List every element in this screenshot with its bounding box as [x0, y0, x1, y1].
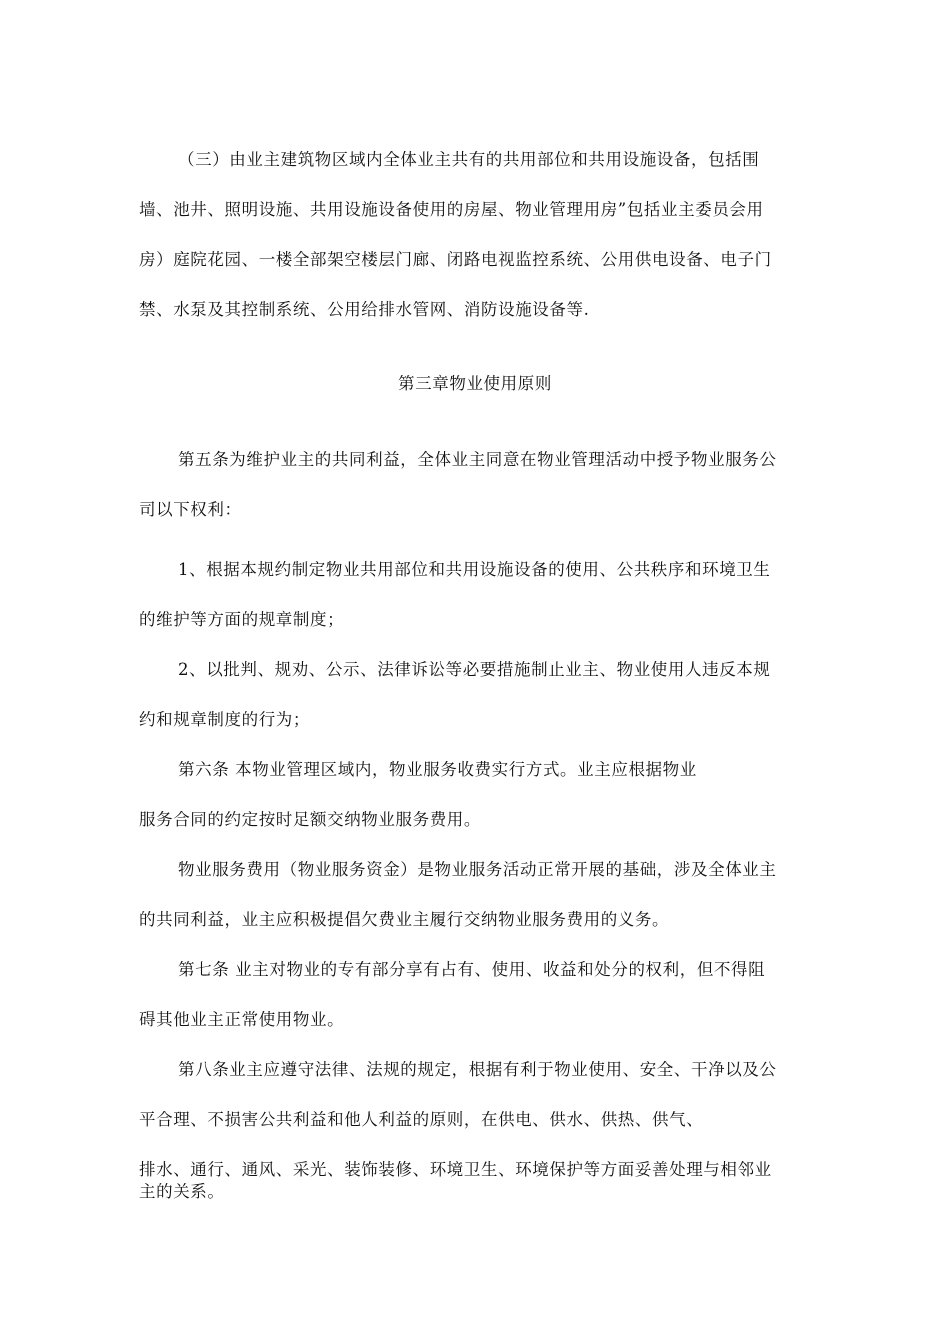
paragraph-line: 平合理、不损害公共利益和他人利益的原则，在供电、供水、供热、供气、 [139, 1110, 704, 1129]
paragraph-line: 第七条 业主对物业的专有部分享有占有、使用、收益和处分的权利，但不得阻 [178, 960, 766, 979]
paragraph-line: （三）由业主建筑物区域内全体业主共有的共用部位和共用设施设备，包括围 [178, 150, 760, 169]
paragraph-line: 第八条业主应遵守法律、法规的规定，根据有利于物业使用、安全、干净以及公 [178, 1060, 777, 1079]
paragraph-line: 的维护等方面的规章制度； [139, 610, 345, 629]
paragraph-line: 禁、水泵及其控制系统、公用给排水管网、消防设施设备等. [139, 300, 590, 319]
paragraph-line: 2、以批判、规劝、公示、法律诉讼等必要措施制止业主、物业使用人违反本规 [178, 660, 771, 679]
paragraph-line: 第六条 本物业管理区域内，物业服务收费实行方式。业主应根据物业 [178, 760, 697, 779]
paragraph-line: 1、根据本规约制定物业共用部位和共用设施设备的使用、公共秩序和环境卫生 [178, 560, 771, 579]
chapter-title: 第三章物业使用原则 [398, 374, 552, 393]
paragraph-line: 服务合同的约定按时足额交纳物业服务费用。 [139, 810, 481, 829]
paragraph-line: 的共同利益，业主应积极提倡欠费业主履行交纳物业服务费用的义务。 [139, 910, 670, 929]
paragraph-line: 司以下权利： [139, 500, 242, 519]
paragraph-line: 第五条为维护业主的共同利益，全体业主同意在物业管理活动中授予物业服务公 [178, 450, 777, 469]
paragraph-line: 墙、池井、照明设施、共用设施设备使用的房屋、物业管理用房”包括业主委员会用 [139, 200, 764, 219]
paragraph-line: 物业服务费用（物业服务资金）是物业服务活动正常开展的基础，涉及全体业主 [178, 860, 777, 879]
paragraph-line: 房）庭院花园、一楼全部架空楼层门廊、闭路电视监控系统、公用供电设备、电子门 [139, 250, 772, 269]
paragraph-line: 主的关系。 [139, 1182, 225, 1201]
paragraph-line: 碍其他业主正常使用物业。 [139, 1010, 345, 1029]
paragraph-line: 约和规章制度的行为； [139, 710, 310, 729]
paragraph-line: 排水、通行、通风、采光、装饰装修、环境卫生、环境保护等方面妥善处理与相邻业 [139, 1160, 772, 1179]
